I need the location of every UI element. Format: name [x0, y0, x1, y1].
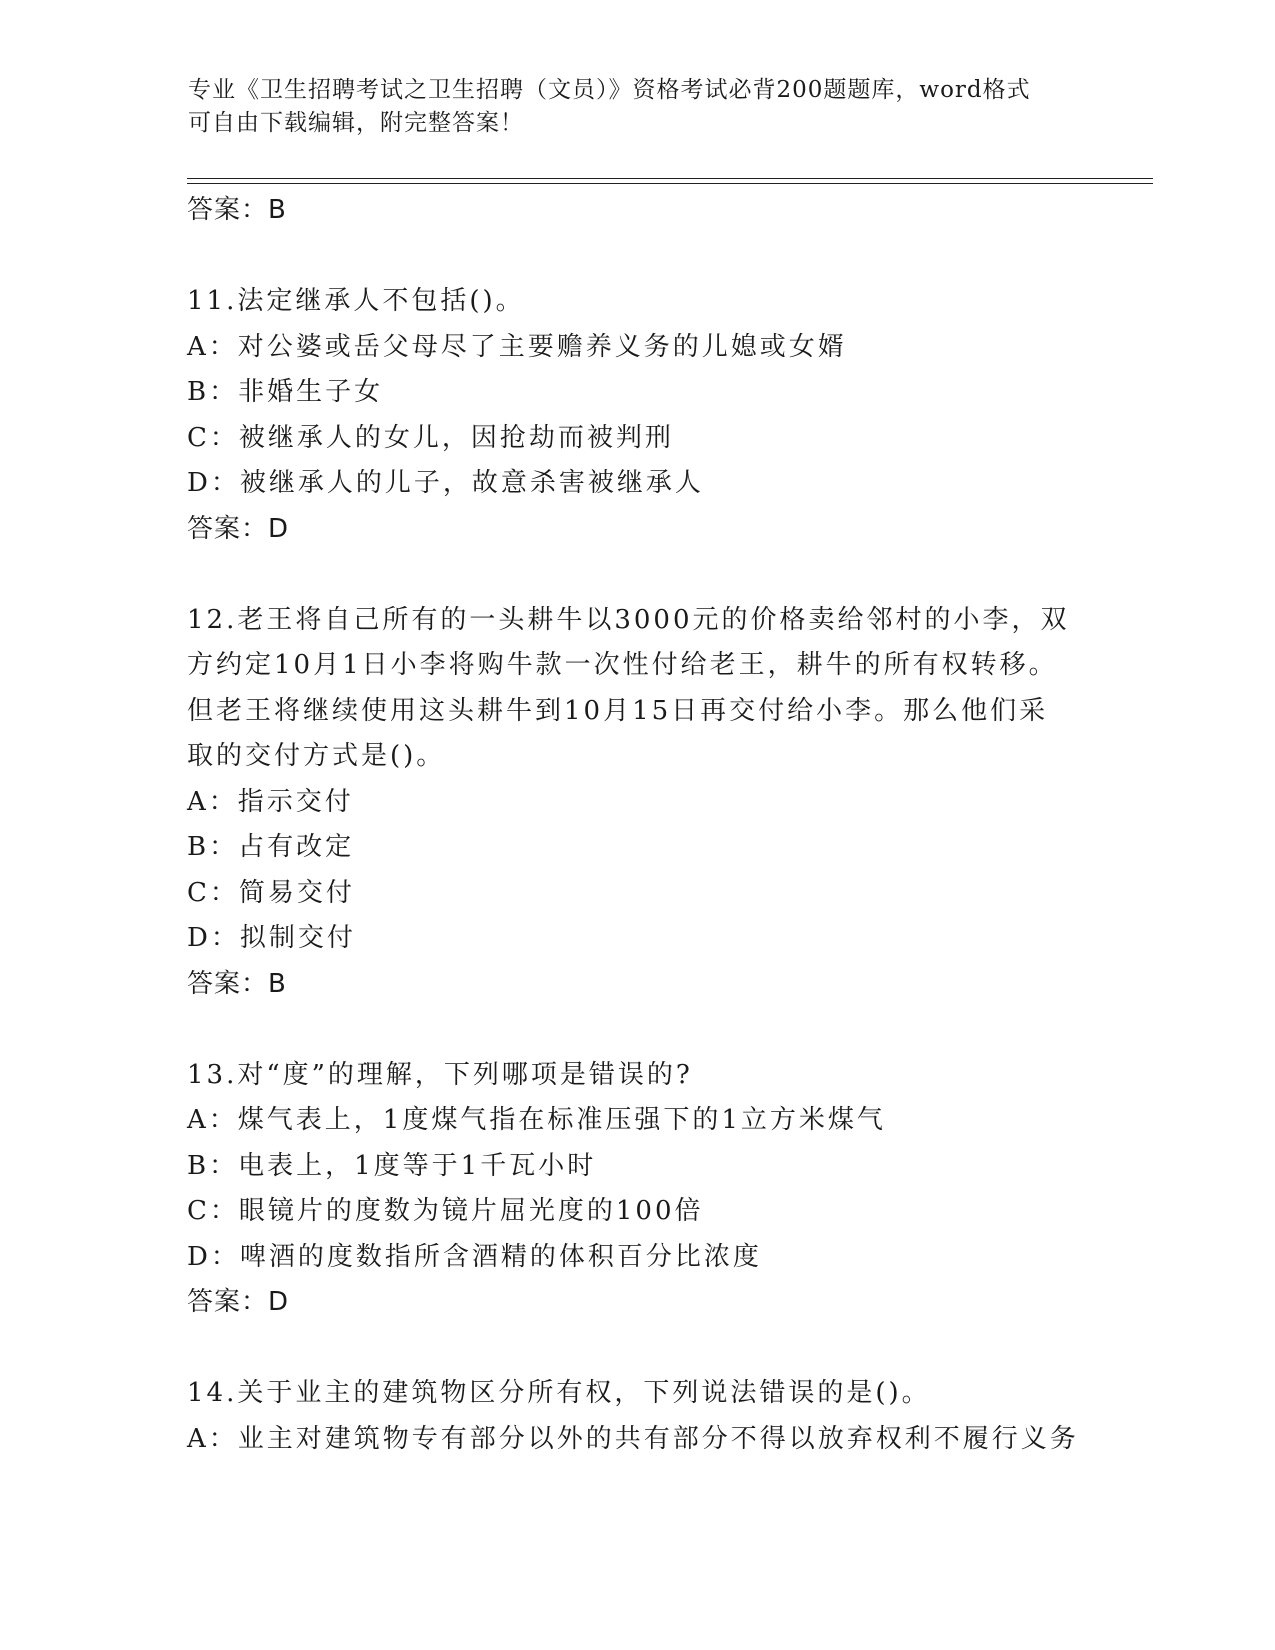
option-b: B：占有改定	[187, 832, 355, 862]
header-line-1: 专业《卫生招聘考试之卫生招聘（文员）》资格考试必背200题题库，word格式	[188, 77, 1031, 103]
option-d: D：啤酒的度数指所含酒精的体积百分比浓度	[187, 1241, 762, 1272]
spacer	[187, 1325, 1087, 1371]
question-text: 方约定10月1日小李将购牛款一次性付给老王，耕牛的所有权转移。	[187, 650, 1058, 680]
question-text: 取的交付方式是()。	[187, 741, 446, 771]
option-a: A：对公婆或岳父母尽了主要赡养义务的儿媳或女婿	[187, 331, 847, 362]
option-c: C：眼镜片的度数为镜片屈光度的100倍	[187, 1196, 704, 1226]
question-12	[187, 598, 1087, 1007]
answer-line: 答案：B	[187, 968, 287, 999]
question-text: 但老王将继续使用这头耕牛到10月15日再交付给小李。那么他们采	[187, 695, 1049, 726]
option-c: C：简易交付	[187, 877, 355, 908]
spacer	[187, 233, 1087, 279]
spacer	[187, 1007, 1087, 1053]
header-line-2: 可自由下载编辑，附完整答案！	[188, 110, 524, 136]
question-text: 14.关于业主的建筑物区分所有权，下列说法错误的是()。	[187, 1378, 931, 1408]
option-a: A：煤气表上，1度煤气指在标准压强下的1立方米煤气	[187, 1105, 886, 1135]
spacer	[187, 552, 1087, 598]
question-14	[187, 1371, 1087, 1462]
header-divider-second	[187, 183, 1153, 184]
question-list	[187, 188, 1087, 1462]
option-b: B：非婚生子女	[187, 377, 384, 407]
question-text: 11.法定继承人不包括()。	[187, 286, 525, 316]
question-13	[187, 1053, 1087, 1326]
answer-line: 答案：D	[187, 1287, 290, 1317]
answer-line: 答案：B	[187, 195, 287, 225]
option-c: C：被继承人的女儿，因抢劫而被判刑	[187, 422, 674, 453]
answer-line: 答案：D	[187, 513, 290, 544]
document-header	[188, 74, 1068, 140]
question-text: 12.老王将自己所有的一头耕牛以3000元的价格卖给邻村的小李，双	[187, 604, 1070, 635]
header-divider	[187, 178, 1153, 179]
option-a: A：业主对建筑物专有部分以外的共有部分不得以放弃权利不履行义务	[187, 1423, 1079, 1454]
question-text: 13.对“度”的理解，下列哪项是错误的?	[187, 1059, 693, 1090]
option-d: D：拟制交付	[187, 923, 356, 953]
question-11	[187, 279, 1087, 552]
option-a: A：指示交付	[187, 786, 354, 817]
option-d: D：被继承人的儿子，故意杀害被继承人	[187, 468, 704, 498]
option-b: B：电表上，1度等于1千瓦小时	[187, 1150, 597, 1181]
